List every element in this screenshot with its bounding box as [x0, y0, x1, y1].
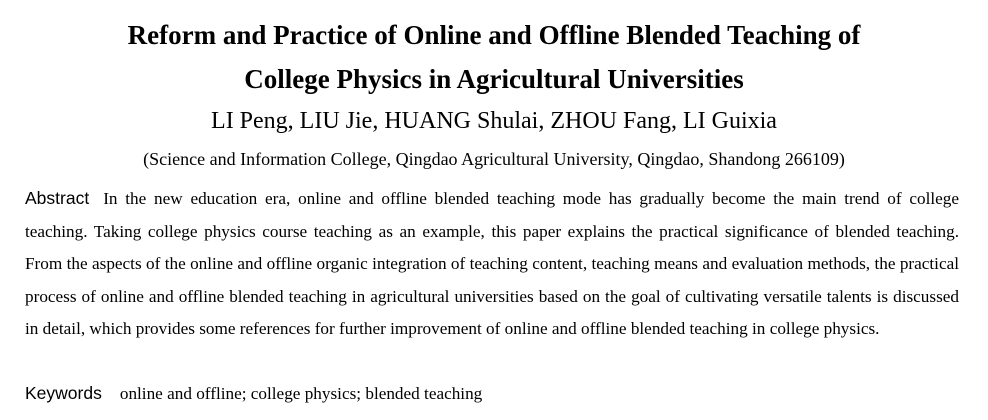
- keywords-block: [25, 378, 959, 409]
- author-list: LI Peng, LIU Jie, HUANG Shulai, ZHOU Fang, LI Guixia: [211, 108, 777, 134]
- abstract-label: Abstract: [25, 188, 90, 208]
- abstract-block: [25, 182, 959, 346]
- abstract-text: In the new education era, online and offline blended teaching mode has gradually become the main trend of college teaching. Taking college physics course teaching as an example, this paper explains the practical significance of blended teaching. From the aspects of the online and offline organic integration of teaching content, teaching means and evaluation methods, the practical process of online and offline blended teaching in agricultural universities based on the goal of cultivating versatile talents is discussed in detail, which provides some references for further improvement of online and offline blended teaching in college physics.: [25, 189, 959, 339]
- affiliation: (Science and Information College, Qingdao Agricultural University, Qingdao, Shandong 266109): [143, 149, 845, 169]
- paper-title-line-2: College Physics in Agricultural Universities: [244, 64, 744, 94]
- paper-title-line-1: Reform and Practice of Online and Offline Blended Teaching of: [127, 20, 861, 50]
- keywords-label: Keywords: [25, 383, 102, 403]
- keywords-text: online and offline; college physics; blended teaching: [119, 384, 483, 403]
